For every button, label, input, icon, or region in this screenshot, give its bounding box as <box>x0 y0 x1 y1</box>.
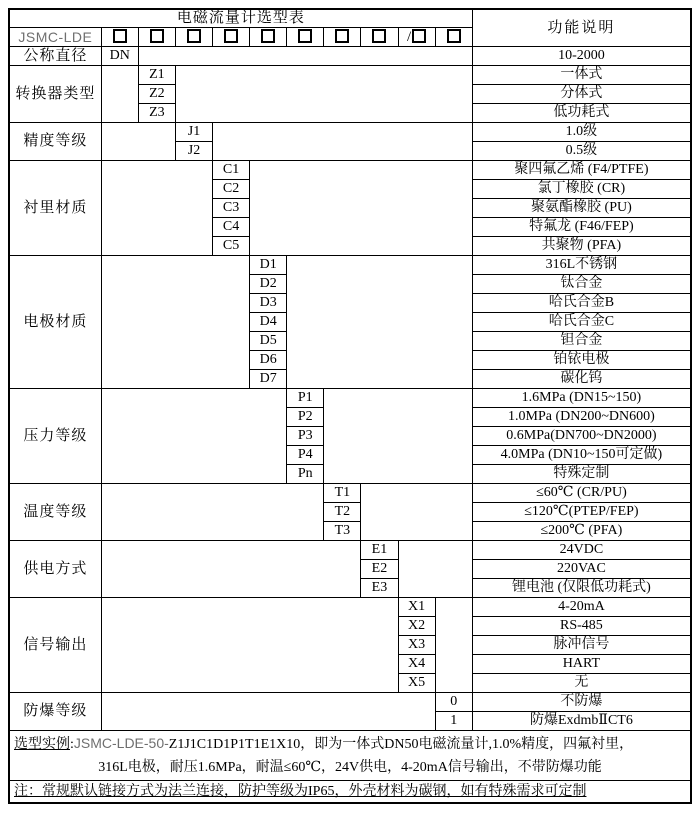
option-description: RS-485 <box>472 617 691 636</box>
option-description: 防爆ExdmbⅡCT6 <box>472 712 691 731</box>
option-description: 聚四氟乙烯 (F4/PTFE) <box>472 161 691 180</box>
spacer-cell <box>435 598 472 693</box>
option-code: C3 <box>213 199 250 218</box>
option-description: 无 <box>472 674 691 693</box>
option-description: 10-2000 <box>472 47 691 66</box>
option-description: 220VAC <box>472 560 691 579</box>
option-code: P1 <box>287 389 324 408</box>
spacer-cell <box>101 256 249 389</box>
function-column-header: 功能说明 <box>472 9 691 47</box>
model-checkbox-cell-6[interactable] <box>287 28 324 47</box>
option-description: 1.0MPa (DN200~DN600) <box>472 408 691 427</box>
option-description: 低功耗式 <box>472 104 691 123</box>
spacer-cell <box>101 484 324 541</box>
spacer-cell <box>361 484 472 541</box>
option-description: 特氟龙 (F46/FEP) <box>472 218 691 237</box>
option-code: E1 <box>361 541 398 560</box>
flowmeter-selection-table <box>8 8 692 804</box>
option-description: 不防爆 <box>472 693 691 712</box>
model-checkbox-cell-1[interactable] <box>101 28 138 47</box>
spacer-cell <box>138 47 472 66</box>
selection-example <box>9 731 691 781</box>
option-description: HART <box>472 655 691 674</box>
category-label-power-supply: 供电方式 <box>9 541 101 598</box>
option-description: 24VDC <box>472 541 691 560</box>
option-description: 铂铱电极 <box>472 351 691 370</box>
option-description: 钛合金 <box>472 275 691 294</box>
option-code: D4 <box>250 313 287 332</box>
option-code: T3 <box>324 522 361 541</box>
checkbox-icon[interactable] <box>150 29 164 43</box>
option-code: D6 <box>250 351 287 370</box>
spacer-cell <box>101 161 212 256</box>
option-code: D3 <box>250 294 287 313</box>
option-description: 0.6MPa(DN700~DN2000) <box>472 427 691 446</box>
option-description: 特殊定制 <box>472 465 691 484</box>
category-label-pressure-class: 压力等级 <box>9 389 101 484</box>
option-description: 聚氨酯橡胶 (PU) <box>472 199 691 218</box>
option-code: Pn <box>287 465 324 484</box>
category-label-converter-type: 转换器类型 <box>9 66 101 123</box>
option-code: D5 <box>250 332 287 351</box>
option-description: 一体式 <box>472 66 691 85</box>
option-code: X1 <box>398 598 435 617</box>
spacer-cell <box>250 161 473 256</box>
option-code: D2 <box>250 275 287 294</box>
option-description: 脉冲信号 <box>472 636 691 655</box>
selection-example-line2: 316L电极，耐压1.6MPa，耐温≤60℃，24V供电，4-20mA信号输出，不带防爆功能 <box>98 760 602 776</box>
spacer-cell <box>101 123 175 161</box>
spacer-cell <box>101 66 138 123</box>
category-label-explosion-proof: 防爆等级 <box>9 693 101 731</box>
checkbox-icon[interactable] <box>335 29 349 43</box>
option-description: 哈氏合金B <box>472 294 691 313</box>
option-description: ≤200℃ (PFA) <box>472 522 691 541</box>
option-code: C2 <box>213 180 250 199</box>
checkbox-icon[interactable] <box>412 29 426 43</box>
model-checkbox-cell-2[interactable] <box>138 28 175 47</box>
checkbox-icon[interactable] <box>224 29 238 43</box>
option-description: 1.6MPa (DN15~150) <box>472 389 691 408</box>
spacer-cell <box>101 598 398 693</box>
option-description: 1.0级 <box>472 123 691 142</box>
category-label-lining-material: 衬里材质 <box>9 161 101 256</box>
selection-example-line1 <box>14 732 686 756</box>
option-code: X2 <box>398 617 435 636</box>
option-description: 钽合金 <box>472 332 691 351</box>
model-checkbox-cell-3[interactable] <box>175 28 212 47</box>
note-text: 注：常规默认链接方式为法兰连接，防护等级为IP65，外壳材料为碳钢，如有特殊需求可定制 <box>14 783 587 799</box>
table-title: 电磁流量计选型表 <box>9 9 472 28</box>
option-code: J1 <box>175 123 212 142</box>
option-code: D7 <box>250 370 287 389</box>
spacer-cell <box>287 256 473 389</box>
option-description: 316L不锈钢 <box>472 256 691 275</box>
option-description: ≤120℃(PTEP/FEP) <box>472 503 691 522</box>
category-label-accuracy-class: 精度等级 <box>9 123 101 161</box>
option-code: X5 <box>398 674 435 693</box>
option-description: 共聚物 (PFA) <box>472 237 691 256</box>
option-code: 1 <box>435 712 472 731</box>
model-checkbox-cell-9[interactable] <box>398 28 435 47</box>
option-description: 哈氏合金C <box>472 313 691 332</box>
option-code: P3 <box>287 427 324 446</box>
slash-separator: / <box>406 28 412 45</box>
category-label-electrode-material: 电极材质 <box>9 256 101 389</box>
checkbox-icon[interactable] <box>187 29 201 43</box>
spacer-cell <box>324 389 473 484</box>
category-label-nominal-diameter: 公称直径 <box>9 47 101 66</box>
option-code: E2 <box>361 560 398 579</box>
option-code: T1 <box>324 484 361 503</box>
option-code: Z3 <box>138 104 175 123</box>
option-code: Z1 <box>138 66 175 85</box>
option-code: 0 <box>435 693 472 712</box>
option-code: E3 <box>361 579 398 598</box>
model-code: JSMC-LDE <box>9 28 101 47</box>
option-code: T2 <box>324 503 361 522</box>
option-description: 4.0MPa (DN10~150可定做) <box>472 446 691 465</box>
option-description: ≤60℃ (CR/PU) <box>472 484 691 503</box>
example-model-code: JSMC-LDE-50- <box>73 735 169 752</box>
spacer-cell <box>101 693 435 731</box>
option-description: 4-20mA <box>472 598 691 617</box>
example-text: Z1J1C1D1P1T1E1X10，即为一体式DN50电磁流量计,1.0%精度，四氟衬里， <box>168 737 634 753</box>
model-checkbox-cell-4[interactable] <box>213 28 250 47</box>
spacer-cell <box>101 389 286 484</box>
option-description: 碳化钨 <box>472 370 691 389</box>
category-label-temperature-class: 温度等级 <box>9 484 101 541</box>
option-description: 锂电池 (仅限低功耗式) <box>472 579 691 598</box>
option-description: 分体式 <box>472 85 691 104</box>
category-label-signal-output: 信号输出 <box>9 598 101 693</box>
spacer-cell <box>213 123 473 161</box>
checkbox-icon[interactable] <box>298 29 312 43</box>
example-prefix: 选型实例 <box>14 737 70 753</box>
option-code: X4 <box>398 655 435 674</box>
option-code: P4 <box>287 446 324 465</box>
option-code: J2 <box>175 142 212 161</box>
spacer-cell <box>101 541 361 598</box>
spacer-cell <box>398 541 472 598</box>
option-code: C5 <box>213 237 250 256</box>
checkbox-icon[interactable] <box>261 29 275 43</box>
note-row <box>9 781 691 804</box>
model-checkbox-cell-10[interactable] <box>435 28 472 47</box>
option-code: P2 <box>287 408 324 427</box>
option-code: C1 <box>213 161 250 180</box>
model-checkbox-cell-5[interactable] <box>250 28 287 47</box>
option-code: D1 <box>250 256 287 275</box>
option-code: DN <box>101 47 138 66</box>
option-description: 氯丁橡胶 (CR) <box>472 180 691 199</box>
checkbox-icon[interactable] <box>447 29 461 43</box>
checkbox-icon[interactable] <box>113 29 127 43</box>
option-code: Z2 <box>138 85 175 104</box>
option-description: 0.5级 <box>472 142 691 161</box>
option-code: X3 <box>398 636 435 655</box>
model-checkbox-cell-8[interactable] <box>361 28 398 47</box>
model-checkbox-cell-7[interactable] <box>324 28 361 47</box>
spacer-cell <box>175 66 472 123</box>
example-colon: : <box>70 737 74 753</box>
option-code: C4 <box>213 218 250 237</box>
checkbox-icon[interactable] <box>372 29 386 43</box>
